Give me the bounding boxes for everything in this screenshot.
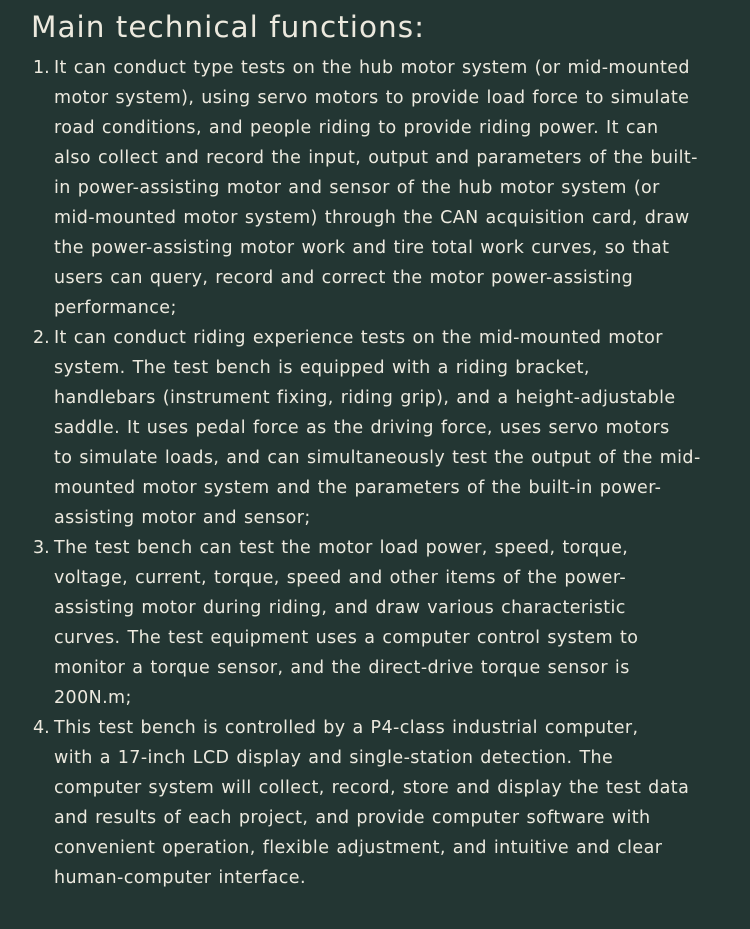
text-line: computer system will collect, record, store and display the test data <box>54 778 690 798</box>
text-line: This test bench is controlled by a P4-class industrial computer, <box>54 718 639 738</box>
item-text <box>54 533 744 713</box>
item-number: 3. <box>33 538 50 558</box>
text-line: curves. The test equipment uses a computer control system to <box>54 628 639 648</box>
text-line: in power-assisting motor and sensor of the hub motor system (or <box>54 178 660 198</box>
text-line: 200N.m; <box>54 688 132 708</box>
functions-list <box>0 53 750 893</box>
list-item-4 <box>0 713 750 893</box>
text-line: motor system), using servo motors to provide load force to simulate <box>54 88 690 108</box>
text-line: to simulate loads, and can simultaneously test the output of the mid- <box>54 448 701 468</box>
text-line: assisting motor during riding, and draw various characteristic <box>54 598 626 618</box>
text-line: assisting motor and sensor; <box>54 508 311 528</box>
text-line: with a 17-inch LCD display and single-station detection. The <box>54 748 614 768</box>
text-line: performance; <box>54 298 177 318</box>
text-line: voltage, current, torque, speed and other items of the power- <box>54 568 627 588</box>
text-line: road conditions, and people riding to provide riding power. It can <box>54 118 659 138</box>
item-text <box>54 323 744 533</box>
item-number: 4. <box>33 718 50 738</box>
text-line: monitor a torque sensor, and the direct-drive torque sensor is <box>54 658 630 678</box>
item-text <box>54 53 744 323</box>
page-title: Main technical functions: <box>31 10 426 44</box>
text-line: the power-assisting motor work and tire total work curves, so that <box>54 238 670 258</box>
text-line: human-computer interface. <box>54 868 306 888</box>
item-number: 1. <box>33 58 50 78</box>
item-number: 2. <box>33 328 50 348</box>
list-item-3 <box>0 533 750 713</box>
text-line: and results of each project, and provide computer software with <box>54 808 651 828</box>
text-line: users can query, record and correct the motor power-assisting <box>54 268 634 288</box>
text-line: convenient operation, flexible adjustment, and intuitive and clear <box>54 838 663 858</box>
item-text <box>54 713 744 893</box>
text-line: mounted motor system and the parameters of the built-in power- <box>54 478 662 498</box>
text-line: system. The test bench is equipped with a riding bracket, <box>54 358 590 378</box>
text-line: also collect and record the input, output and parameters of the built- <box>54 148 698 168</box>
list-item-1 <box>0 53 750 323</box>
text-line: handlebars (instrument fixing, riding grip), and a height-adjustable <box>54 388 676 408</box>
list-item-2 <box>0 323 750 533</box>
text-line: saddle. It uses pedal force as the driving force, uses servo motors <box>54 418 670 438</box>
text-line: mid-mounted motor system) through the CAN acquisition card, draw <box>54 208 690 228</box>
text-line: The test bench can test the motor load power, speed, torque, <box>54 538 629 558</box>
text-line: It can conduct type tests on the hub motor system (or mid-mounted <box>54 58 690 78</box>
text-line: It can conduct riding experience tests on the mid-mounted motor <box>54 328 663 348</box>
